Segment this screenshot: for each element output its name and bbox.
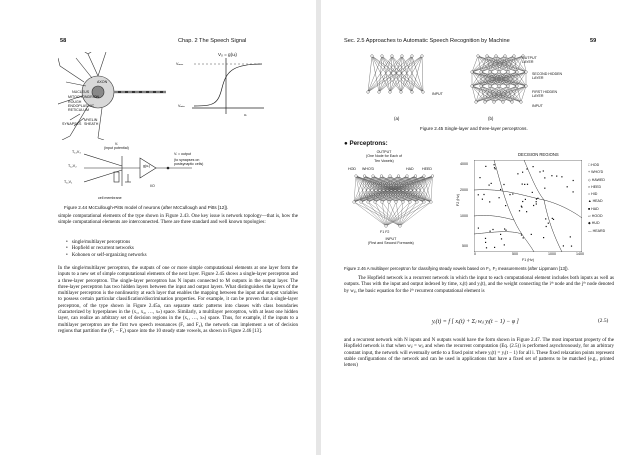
network-node: [495, 55, 498, 58]
legend-item: ■ HAD: [588, 206, 599, 211]
bullet-dot: ●: [344, 140, 350, 147]
legend-marker-icon: □: [588, 163, 592, 167]
scatter-point: [527, 184, 528, 185]
network-node: [511, 101, 514, 104]
network-edge: [422, 56, 423, 92]
sigmoid-plot: [192, 58, 264, 114]
diagram-output-title: OUTPUT (One Node for Each of Ten Vowels): [366, 150, 402, 163]
scatter-point: [494, 167, 495, 168]
network-node: [371, 55, 374, 58]
scatter-point: [526, 168, 527, 169]
network-node: [414, 175, 417, 178]
circuit-io: I/O: [150, 184, 155, 188]
network-node: [471, 71, 474, 74]
legend-marker-icon: ◇: [588, 177, 592, 182]
figure-2-44-caption: Figure 2.44 McCullough-Pitts model of neurons (after McCullough and Pitts [12]).: [64, 205, 229, 210]
network-node: [363, 175, 366, 178]
network-node: [489, 71, 492, 74]
label-input-b: INPUT: [532, 104, 543, 108]
label-input-a: INPUT: [432, 92, 443, 96]
scatter-point: [526, 211, 527, 212]
network-edge: [382, 56, 390, 92]
scatter-point: [494, 164, 495, 165]
network-node: [480, 71, 483, 74]
network-node: [493, 101, 496, 104]
network-node: [520, 101, 523, 104]
scatter-point: [500, 234, 501, 235]
sigmoid-title: Vₒ = g(uᵢ): [218, 52, 237, 57]
scatter-point: [537, 198, 538, 199]
network-node: [391, 55, 394, 58]
right-paragraph-1: The Hopfield network is a recurrent network in which the input to each computational element includes both inputs as well as outputs. Thus with the input and output indexed by time, xᵢ(t) and yᵢ(t), and the weight connecting the iᵗʰ node and the jᵗʰ node denoted by wᵢⱼ, the basic equation for the iᵗʰ recurrent computational element is: [344, 276, 614, 294]
scatter-point: [505, 230, 506, 231]
network-node: [516, 85, 519, 88]
network-node: [380, 175, 383, 178]
network-node: [423, 201, 426, 204]
scatter-point: [543, 170, 544, 171]
scatter-point: [492, 229, 493, 230]
label-axon: AXON: [97, 80, 108, 84]
list-item: • Kohonen or self-organizing networks: [66, 253, 147, 259]
scatter-point: [573, 191, 574, 192]
scatter-point: [563, 245, 564, 246]
network-node: [411, 55, 414, 58]
network-node: [484, 101, 487, 104]
network-edge: [476, 86, 517, 102]
network-node: [504, 55, 507, 58]
page-gutter: [316, 0, 321, 455]
network-node: [399, 225, 402, 228]
scatter-point: [531, 234, 532, 235]
decision-regions-title: DECISION REGIONS: [518, 152, 559, 157]
legend-marker-icon: ▱: [588, 214, 592, 219]
scatter-point: [522, 172, 523, 173]
scatter-point: [553, 219, 554, 220]
scatter-point: [521, 206, 522, 207]
legend-item: × HEED: [588, 184, 602, 189]
scatter-point: [556, 176, 557, 177]
circuit-cell-membrane: cell membrane: [98, 196, 122, 200]
network-node: [421, 55, 424, 58]
scatter-point: [519, 210, 520, 211]
scatter-point: [500, 189, 501, 190]
network-node: [411, 91, 414, 94]
legend-item: ○ HID: [588, 192, 598, 197]
scatter-point: [485, 242, 486, 243]
label-output-layer: OUTPUT LAYER: [522, 56, 537, 64]
decision-regions-ylabel: F2 (Hz): [455, 194, 460, 206]
scatter-point: [525, 199, 526, 200]
scatter-point: [545, 218, 546, 219]
scatter-point: [485, 238, 486, 239]
perceptron-networks: [350, 52, 570, 112]
network-node: [406, 175, 409, 178]
scatter-point: [536, 201, 537, 202]
legend-marker-icon: ×: [588, 184, 592, 189]
page-number-left: 58: [60, 38, 67, 44]
network-node: [360, 201, 363, 204]
scatter-point: [570, 236, 571, 237]
label-myelin: MYELIN SHEATH: [84, 118, 99, 126]
network-edge: [361, 202, 386, 226]
circuit-t11: T₁₁V₁: [64, 180, 73, 184]
label-nucleus: NUCLEUS: [72, 90, 90, 94]
network-node: [381, 201, 384, 204]
network-edge: [386, 202, 410, 226]
label-synapses: SYNAPSES: [62, 122, 82, 126]
scatter-point: [479, 177, 480, 178]
network-node: [525, 85, 528, 88]
network-node: [367, 201, 370, 204]
decision-legend: [588, 162, 605, 235]
network-node: [507, 85, 510, 88]
legend-marker-icon: —: [588, 228, 593, 233]
network-node: [395, 201, 398, 204]
scatter-point: [509, 194, 510, 195]
network-node: [471, 85, 474, 88]
legend-item: ◇ HAWED: [588, 177, 606, 182]
scatter-point: [512, 193, 513, 194]
scatter-point: [522, 201, 523, 202]
scatter-point: [478, 194, 479, 195]
network-edge: [386, 202, 424, 226]
network-node: [401, 55, 404, 58]
network-node: [353, 201, 356, 204]
scatter-point: [504, 244, 505, 245]
scatter-point: [536, 203, 537, 204]
subfig-a: (a): [394, 116, 400, 121]
hopfield-equation: yᵢ(t) = f [ xᵢ(t) + Σⱼ wᵢⱼ yⱼ(t − 1) − φ ]: [432, 319, 519, 325]
scatter-point: [490, 231, 491, 232]
scatter-point: [503, 184, 504, 185]
ytick-2000: 2000: [460, 188, 468, 192]
scatter-point: [482, 199, 483, 200]
network-node: [388, 201, 391, 204]
scatter-point: [478, 228, 479, 229]
network-edge: [521, 86, 526, 102]
circuit-t12: T₁₂V₂: [68, 164, 77, 168]
network-node: [389, 91, 392, 94]
label-rough-er: ROUGH ENDOPLASMIC RETICULUM: [68, 100, 95, 112]
label-mitochondrion: MITOCHONDRION: [68, 95, 100, 99]
figure-2-45-caption: Figure 2.45 Single-layer and three-layer perceptrons.: [420, 126, 528, 131]
multilayer-diagram: [352, 172, 438, 230]
ytick-4000: 4000: [460, 162, 468, 166]
scatter-point: [504, 228, 505, 229]
network-node: [367, 91, 370, 94]
perceptrons-heading-text: Perceptrons:: [349, 140, 388, 147]
network-edge: [485, 86, 526, 102]
left-page: [0, 0, 314, 455]
scatter-point: [494, 247, 495, 248]
legend-item: ◆ HUD: [588, 221, 600, 226]
legend-item: + WHO'D: [588, 170, 604, 175]
network-node: [402, 201, 405, 204]
scatter-point: [483, 194, 484, 195]
network-node: [409, 201, 412, 204]
scatter-point: [548, 223, 549, 224]
network-node: [475, 101, 478, 104]
legend-marker-icon: ■: [588, 206, 592, 211]
diagram-f1f2: F1 F2: [380, 230, 390, 234]
network-node: [355, 175, 358, 178]
scatter-point: [505, 205, 506, 206]
ytick-1000: 1000: [460, 214, 468, 218]
network-edge: [503, 86, 526, 102]
top-label-hod: HOD: [348, 167, 356, 171]
perceptrons-heading: [344, 140, 388, 147]
list-item: • single/multilayer perceptrons: [66, 240, 147, 246]
decision-regions-plot: [474, 160, 582, 252]
network-node: [430, 201, 433, 204]
network-node: [378, 91, 381, 94]
network-node: [477, 55, 480, 58]
circuit-t13: T₁₃V₃: [72, 150, 81, 154]
legend-item: ▲ HEAD: [588, 199, 603, 204]
xtick-1400: 1400: [576, 252, 584, 256]
network-node: [397, 175, 400, 178]
network-node: [498, 85, 501, 88]
network-node: [480, 85, 483, 88]
sigmoid-vmax: Vₘₐₓ: [176, 62, 184, 66]
xtick-500: 500: [512, 252, 518, 256]
right-page: [322, 0, 638, 455]
scatter-point: [561, 176, 562, 177]
scatter-point: [543, 237, 544, 238]
list-item: • Hopfield or recurrent networks: [66, 246, 147, 252]
scatter-point: [489, 185, 490, 186]
top-label-heed: HEED: [422, 167, 432, 171]
running-head-left: Chap. 2 The Speech Signal: [178, 38, 247, 44]
network-node: [389, 175, 392, 178]
page-number-right: 59: [590, 38, 597, 44]
scatter-point: [489, 201, 490, 202]
network-node: [385, 225, 388, 228]
scatter-point: [517, 173, 518, 174]
legend-item: ▱ HOOD: [588, 214, 603, 219]
scatter-point: [573, 180, 574, 181]
scatter-point: [522, 184, 523, 185]
scatter-point: [523, 237, 524, 238]
network-node: [416, 201, 419, 204]
network-node: [489, 85, 492, 88]
scatter-point: [571, 246, 572, 247]
network-node: [422, 91, 425, 94]
legend-marker-icon: +: [588, 170, 592, 175]
xtick-0: 0: [474, 252, 476, 256]
legend-item: — HEARD: [588, 228, 606, 233]
left-paragraph-2: In the single/multilayer perceptron, the outputs of one or more simple computational elements at one layer form the inputs to a new set of simple computational elements of the next layer. Figure 2.45 shows a single-layer perceptron and a three-layer perceptron. The single-layer perceptron has N inputs connected to M outputs in the output layer. The three-layer perceptron has two hidden layers between the input and output layers. What distinguishes the layers of the multilayer perceptron is the nonlinearity at each layer that enables the mapping between the input and output variables to possess certain particular classification/discrimination properties. For example, it can be proven that a single-layer perceptron, of the type shown in Figure 2.45a, can separate static patterns into classes with class boundaries characterized by hyperplanes in the (x₁, x₂, …, xₙ) space. Similarly, a multilayer perceptron, with at least one hidden layer, can realize an arbitrary set of decision regions in the (x₁, …, xₙ) space. Thus, for example, if the inputs to a multilayer perceptron are the first two speech resonances (F₁ and F₂), the network can implement a set of decision regions that partition the (F₁ − F₂) space into the 10 steady state vowels, as shown in Figure 2.46 [13].: [58, 266, 298, 334]
scatter-point: [495, 168, 496, 169]
network-node: [513, 55, 516, 58]
network-edge: [400, 202, 424, 226]
network-edge: [368, 202, 386, 226]
scatter-point: [485, 166, 486, 167]
subfig-b: (b): [488, 116, 494, 121]
circuit-to-synapses: (to synapses on postsynaptic cells): [174, 158, 204, 167]
figure-2-46-caption: Figure 2.46 A multilayer perceptron for classifying steady vowels based on F₁, F₂ measurements (after Lippmann [13]).: [344, 266, 569, 271]
circuit-output: Vᵢ = output: [174, 152, 192, 156]
scatter-point: [544, 188, 545, 189]
scatter-point: [539, 171, 540, 172]
label-second-hidden: SECOND HIDDEN LAYER: [532, 72, 563, 80]
sigmoid-vmin: Vₘᵢₙ: [178, 104, 185, 108]
scatter-point: [501, 238, 502, 239]
top-label-whod: WHO'D: [362, 167, 375, 171]
scatter-point: [546, 226, 547, 227]
network-edge: [401, 56, 422, 92]
circuit-g: g(uᵢ): [143, 164, 150, 168]
diagram-input-title: INPUT (First and Second Formants): [368, 237, 414, 246]
scatter-point: [499, 197, 500, 198]
label-first-hidden: FIRST HIDDEN LAYER: [532, 90, 558, 98]
network-node: [431, 175, 434, 178]
network-node: [498, 71, 501, 74]
equation-number: (2.5): [598, 318, 609, 324]
decision-regions-xlabel: F1 (Hz): [522, 258, 534, 262]
ytick-500: 500: [462, 244, 468, 248]
legend-marker-icon: ○: [588, 192, 592, 197]
network-node: [507, 71, 510, 74]
sigmoid-x-axis: uᵢ: [244, 113, 247, 117]
network-edge: [400, 202, 431, 226]
top-label-had: HAD: [406, 167, 414, 171]
network-node: [372, 175, 375, 178]
legend-marker-icon: ◆: [588, 221, 592, 226]
network-node: [400, 91, 403, 94]
scatter-point: [486, 247, 487, 248]
network-edge: [382, 202, 386, 226]
network-node: [516, 71, 519, 74]
running-head-right: Sec. 2.5 Approaches to Automatic Speech Recognition by Machine: [344, 38, 510, 44]
left-paragraph-1: simple computational elements of the type shown in Figure 2.43. One key issue is network topology—that is, how the simple computational elements are interconnected. There are three standard and well known topologies:: [58, 214, 298, 226]
scatter-point: [552, 218, 553, 219]
scatter-point: [491, 183, 492, 184]
network-edge: [379, 56, 402, 92]
network-node: [525, 71, 528, 74]
network-node: [374, 201, 377, 204]
scatter-point: [524, 184, 525, 185]
scatter-point: [551, 175, 552, 176]
scatter-point: [536, 199, 537, 200]
scatter-point: [544, 177, 545, 178]
legend-marker-icon: ▲: [588, 199, 593, 204]
scatter-point: [533, 166, 534, 167]
scatter-point: [533, 205, 534, 206]
network-node: [486, 55, 489, 58]
scatter-point: [521, 234, 522, 235]
xtick-1000: 1000: [548, 252, 556, 256]
network-edge: [354, 202, 386, 226]
topology-list: [66, 240, 147, 259]
network-node: [502, 101, 505, 104]
circuit-input-potential: Vᵢ (input potential): [104, 142, 129, 151]
network-edge: [361, 176, 433, 202]
network-edge: [375, 202, 386, 226]
network-node: [381, 55, 384, 58]
right-paragraph-2: and a recurrent network with N inputs and N outputs would have the form shown in Figure 2.47. The most important property of the Hopfield network is that when wᵢⱼ = wⱼᵢ and when the recurrent computation (Eq. (2.5)) is performed asynchronously, for an arbitrary constant input, the network will eventually settle to a fixed point where yᵢ(t) = yᵢ(t − 1) for all i. These fixed relaxation points represent stable configurations of the network and can be used in applications that have a fixed set of patterns to be matched (e.g., printed letters): [344, 338, 614, 369]
legend-item: □ HOD: [588, 163, 600, 167]
scatter-point: [567, 186, 568, 187]
network-node: [423, 175, 426, 178]
scatter-point: [532, 192, 533, 193]
